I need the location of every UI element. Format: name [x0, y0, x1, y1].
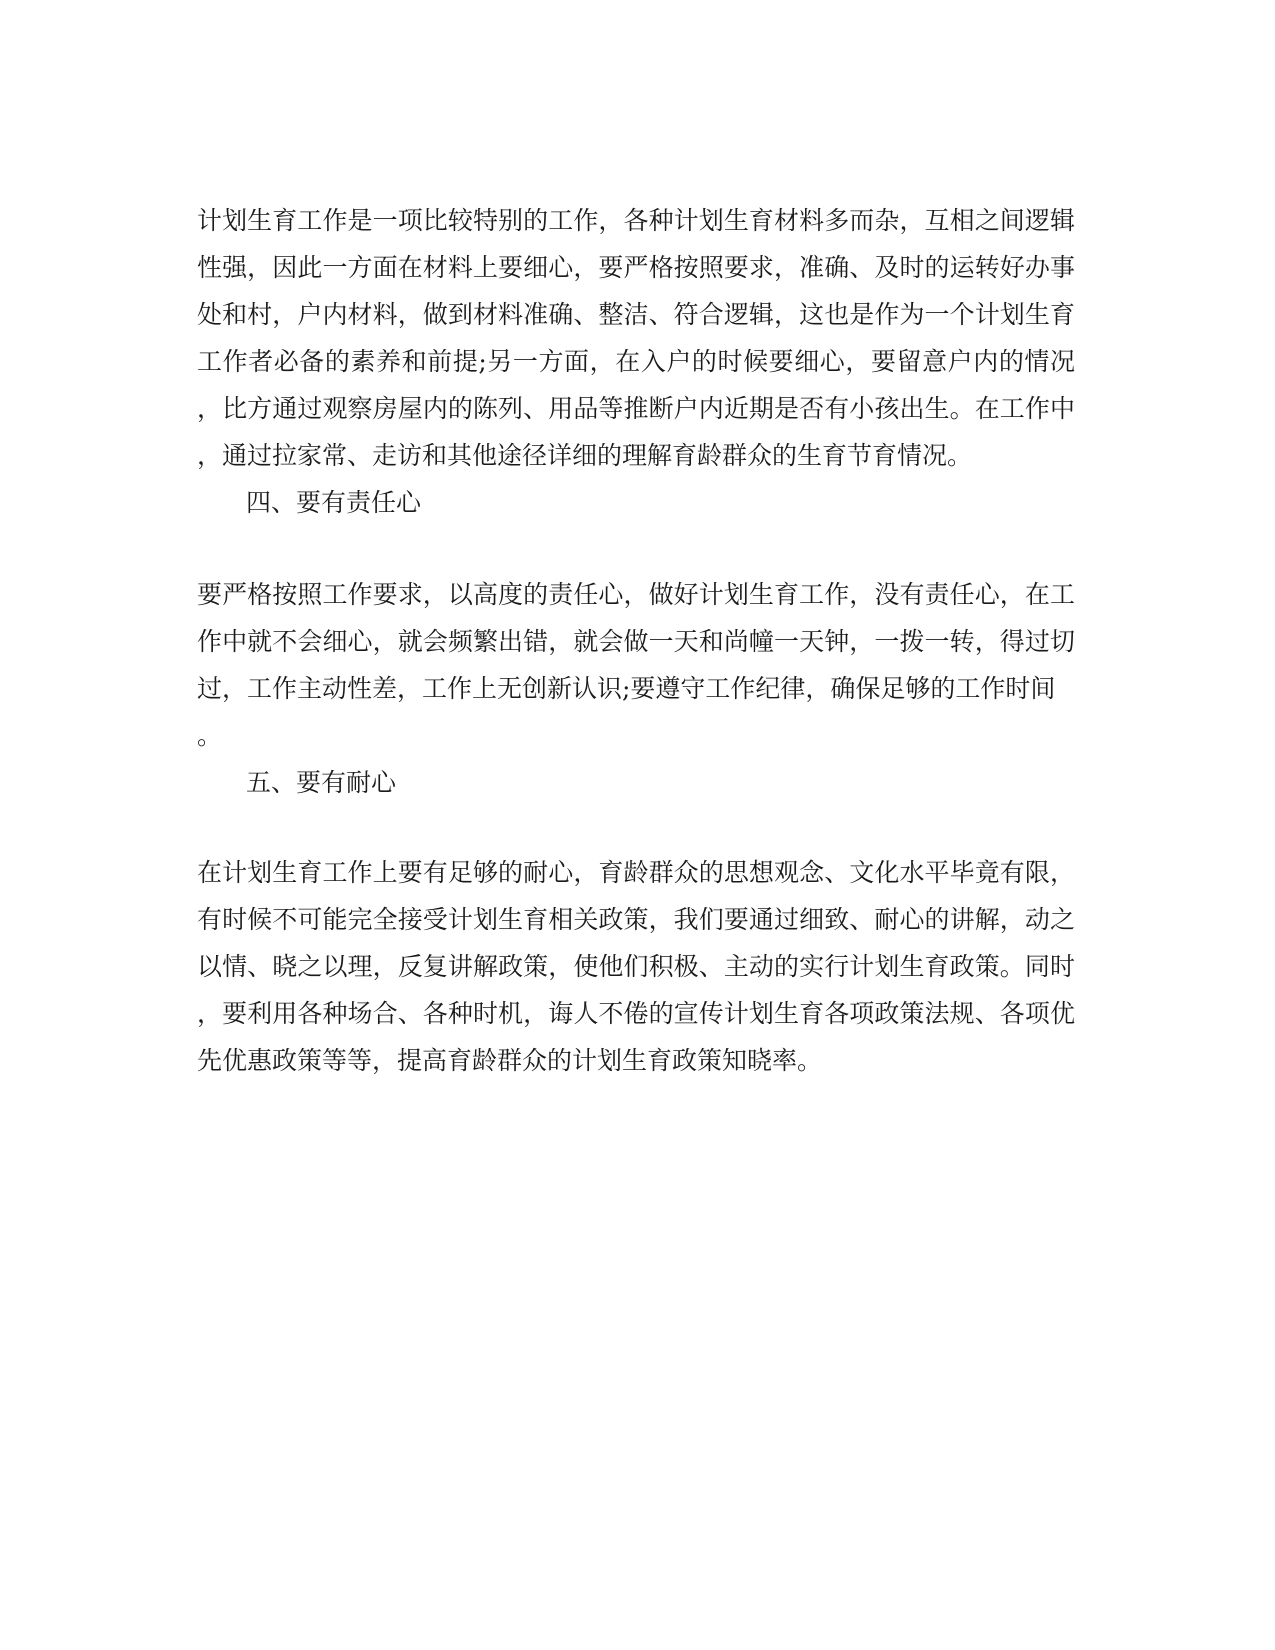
section-heading-5: 五、要有耐心: [246, 768, 397, 797]
paragraph-3-line-1: 在计划生育工作上要有足够的耐心，育龄群众的思想观念、文化水平毕竟有限，: [197, 858, 1075, 887]
paragraph-2-line-2: 作中就不会细心，就会频繁出错，就会做一天和尚幢一天钟，一拨一转，得过切: [197, 627, 1075, 656]
paragraph-3-line-3: 以情、晓之以理，反复讲解政策，使他们积极、主动的实行计划生育政策。同时: [197, 952, 1075, 981]
paragraph-1-line-5: ，比方通过观察房屋内的陈列、用品等推断户内近期是否有小孩出生。在工作中: [197, 394, 1075, 423]
paragraph-3-line-5: 先优惠政策等等，提高育龄群众的计划生育政策知晓率。: [197, 1046, 823, 1075]
paragraph-1-line-1: 计划生育工作是一项比较特别的工作，各种计划生育材料多而杂，互相之间逻辑: [197, 206, 1075, 235]
paragraph-1-line-4: 工作者必备的素养和前提;另一方面，在入户的时候要细心，要留意户内的情况: [197, 347, 1075, 376]
paragraph-1-line-3: 处和村，户内材料，做到材料准确、整洁、符合逻辑，这也是作为一个计划生育: [197, 300, 1075, 329]
section-heading-4: 四、要有责任心: [246, 488, 422, 517]
paragraph-3-line-4: ，要利用各种场合、各种时机，诲人不倦的宣传计划生育各项政策法规、各项优: [197, 999, 1075, 1028]
paragraph-2-line-1: 要严格按照工作要求，以高度的责任心，做好计划生育工作，没有责任心，在工: [197, 580, 1075, 609]
paragraph-2-line-4: 。: [197, 721, 223, 750]
paragraph-3-line-2: 有时候不可能完全接受计划生育相关政策，我们要通过细致、耐心的讲解，动之: [197, 905, 1075, 934]
paragraph-2-line-3: 过，工作主动性差，工作上无创新认识;要遵守工作纪律，确保足够的工作时间: [197, 674, 1056, 703]
paragraph-1-line-2: 性强，因此一方面在材料上要细心，要严格按照要求，准确、及时的运转好办事: [197, 253, 1075, 282]
paragraph-1-line-6: ，通过拉家常、走访和其他途径详细的理解育龄群众的生育节育情况。: [197, 441, 973, 470]
